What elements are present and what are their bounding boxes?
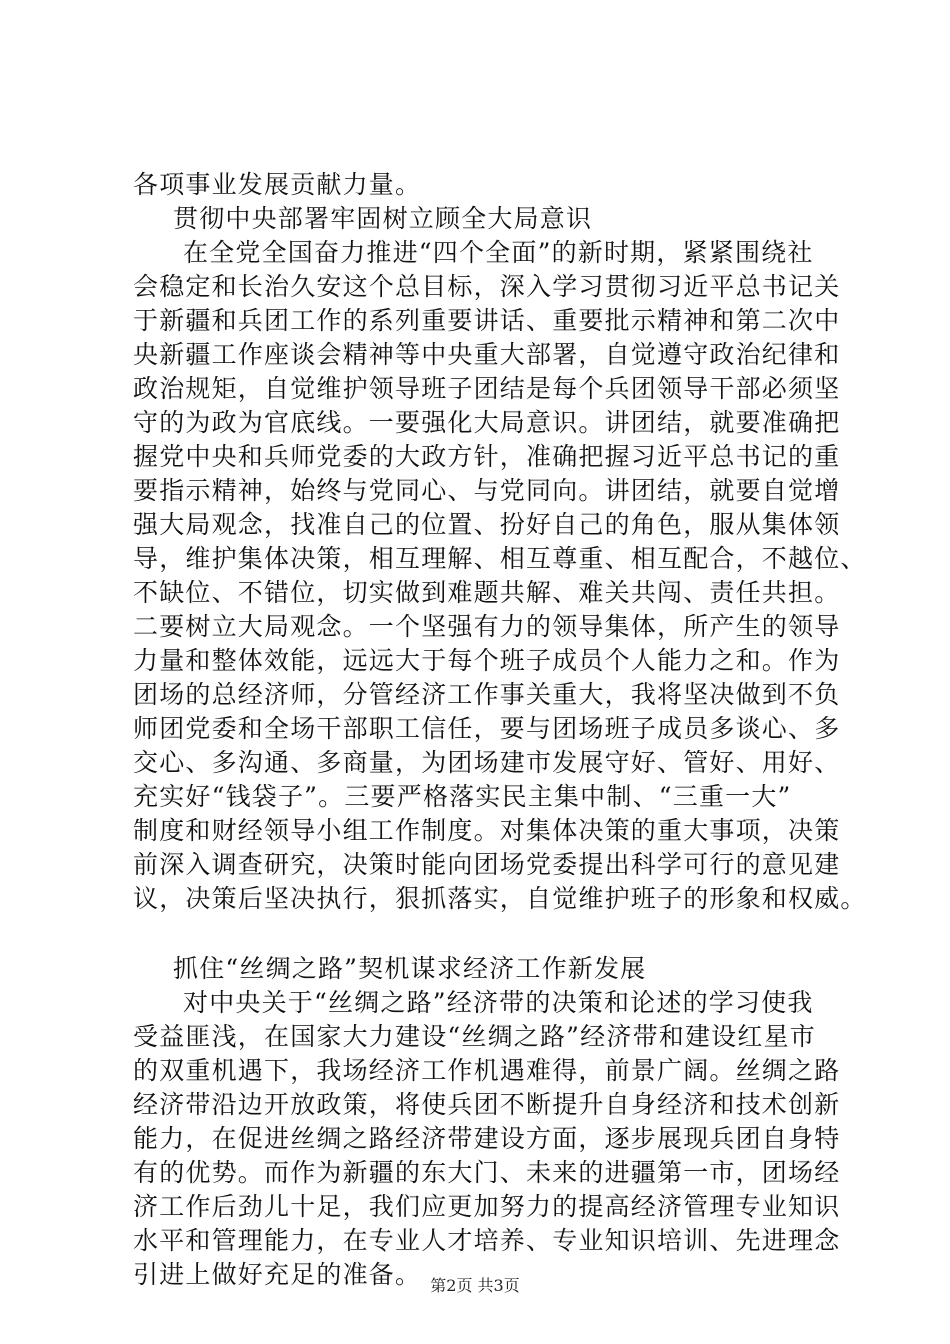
paragraph-line: 握党中央和兵师党委的大政方针，准确把握习近平总书记的重 bbox=[133, 442, 841, 471]
paragraph-line: 对中央关于“丝绸之路”经济带的决策和论述的学习使我 bbox=[183, 988, 814, 1017]
paragraph-line: 能力，在促进丝绸之路经济带建设方面，逐步展现兵团自身特 bbox=[133, 1124, 841, 1153]
section-heading: 贯彻中央部署牢固树立顾全大局意识 bbox=[173, 204, 593, 233]
paragraph-line: 在全党全国奋力推进“四个全面”的新时期，紧紧围绕社 bbox=[183, 238, 814, 267]
paragraph-line: 守的为政为官底线。一要强化大局意识。讲团结，就要准确把 bbox=[133, 408, 841, 437]
paragraph-line: 交心、多沟通、多商量，为团场建市发展守好、管好、用好、 bbox=[133, 748, 841, 777]
paragraph-line: 会稳定和长治久安这个总目标，深入学习贯彻习近平总书记关 bbox=[133, 272, 841, 301]
paragraph-line: 引进上做好充足的准备。 bbox=[133, 1260, 422, 1289]
page-footer: 第2页 共3页 bbox=[430, 1276, 520, 1295]
paragraph-line: 的双重机遇下，我场经济工作机遇难得，前景广阔。丝绸之路 bbox=[133, 1056, 841, 1085]
section-heading: 抓住“丝绸之路”契机谋求经济工作新发展 bbox=[173, 954, 647, 983]
paragraph-line: 经济带沿边开放政策，将使兵团不断提升自身经济和技术创新 bbox=[133, 1090, 841, 1119]
paragraph-line: 师团党委和全场干部职工信任，要与团场班子成员多谈心、多 bbox=[133, 714, 841, 743]
paragraph-line: 力量和整体效能，远远大于每个班子成员个人能力之和。作为 bbox=[133, 646, 841, 675]
paragraph-line: 有的优势。而作为新疆的东大门、未来的进疆第一市，团场经 bbox=[133, 1158, 841, 1187]
paragraph-line: 导，维护集体决策，相互理解、相互尊重、相互配合，不越位、 bbox=[133, 544, 867, 573]
paragraph-line: 受益匪浅，在国家大力建设“丝绸之路”经济带和建设红星市 bbox=[133, 1022, 816, 1051]
paragraph-line: 政治规矩，自觉维护领导班子团结是每个兵团领导干部必须坚 bbox=[133, 374, 841, 403]
paragraph-line: 央新疆工作座谈会精神等中央重大部署，自觉遵守政治纪律和 bbox=[133, 340, 841, 369]
paragraph-line: 济工作后劲儿十足，我们应更加努力的提高经济管理专业知识 bbox=[133, 1192, 841, 1221]
paragraph-line: 要指示精神，始终与党同心、与党同向。讲团结，就要自觉增 bbox=[133, 476, 841, 505]
document-body bbox=[133, 168, 867, 1292]
paragraph-line: 二要树立大局观念。一个坚强有力的领导集体，所产生的领导 bbox=[133, 612, 841, 641]
paragraph-line: 强大局观念，找准自己的位置、扮好自己的角色，服从集体领 bbox=[133, 510, 841, 539]
paragraph-line: 水平和管理能力，在专业人才培养、专业知识培训、先进理念 bbox=[133, 1226, 841, 1255]
paragraph-line: 议，决策后坚决执行，狠抓落实，自觉维护班子的形象和权威。 bbox=[133, 884, 867, 913]
paragraph-line: 团场的总经济师，分管经济工作事关重大，我将坚决做到不负 bbox=[133, 680, 841, 709]
paragraph-line: 充实好“钱袋子”。三要严格落实民主集中制、“三重一大” bbox=[133, 782, 792, 811]
paragraph-line: 不缺位、不错位，切实做到难题共解、难关共闯、责任共担。 bbox=[133, 578, 841, 607]
paragraph-line: 前深入调查研究，决策时能向团场党委提出科学可行的意见建 bbox=[133, 850, 841, 879]
paragraph-gap bbox=[133, 916, 853, 952]
paragraph-line: 各项事业发展贡献力量。 bbox=[133, 170, 422, 199]
paragraph-line: 制度和财经领导小组工作制度。对集体决策的重大事项，决策 bbox=[133, 816, 841, 845]
paragraph-line: 于新疆和兵团工作的系列重要讲话、重要批示精神和第二次中 bbox=[133, 306, 841, 335]
